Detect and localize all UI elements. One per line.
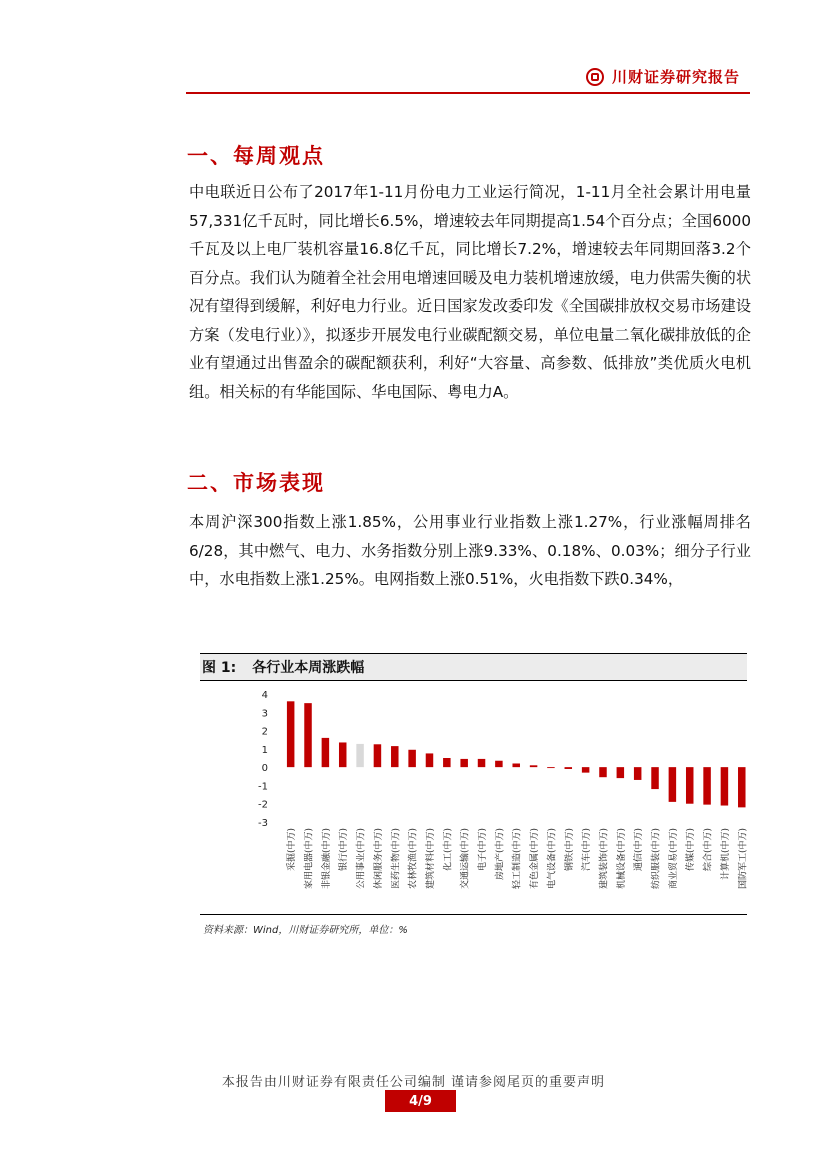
figure-header bbox=[200, 653, 747, 681]
bar bbox=[634, 767, 642, 780]
bar bbox=[530, 765, 538, 767]
bar bbox=[356, 744, 364, 767]
bar bbox=[339, 742, 347, 767]
bar bbox=[460, 759, 468, 767]
bar bbox=[738, 767, 746, 807]
bar bbox=[374, 744, 382, 767]
bar bbox=[495, 761, 503, 767]
bar bbox=[287, 701, 295, 767]
category-label: 建筑装饰(中万) bbox=[599, 828, 610, 890]
category-label: 汽车(中万) bbox=[582, 828, 593, 872]
bar bbox=[651, 767, 659, 789]
y-tick-label: -3 bbox=[258, 818, 268, 829]
header-rule bbox=[186, 92, 750, 94]
category-label: 纺织服装(中万) bbox=[651, 828, 662, 890]
category-label: 休闲服务(中万) bbox=[373, 828, 384, 890]
y-tick-label: 1 bbox=[261, 744, 268, 756]
bar bbox=[443, 758, 451, 767]
category-label: 电气设备(中万) bbox=[547, 828, 558, 890]
figure-label: 图 1: bbox=[202, 660, 237, 676]
category-label: 通信(中万) bbox=[634, 828, 645, 872]
category-label: 传媒(中万) bbox=[686, 828, 697, 872]
category-label: 计算机(中万) bbox=[720, 828, 731, 881]
bar bbox=[721, 767, 729, 805]
category-label: 机械设备(中万) bbox=[616, 828, 627, 890]
section1-body: 中电联近日公布了2017年1-11月份电力工业运行简况，1-11月全社会累计用电量57,331亿千瓦时，同比增长6.5%，增速较去年同期提高1.54个百分点；全国6000千瓦及以上电厂装机容量16.8亿千瓦，同比增长7.2%，增速较去年同期回落3.2个百分点。我们认为随着全社会用电增速回暖及电力装机增速放缓，电力供需失衡的状况有望得到缓解，利好电力行业。近日国家发改委印发《全国碳排放权交易市场建设方案（发电行业）》，拟逐步开展发电行业碳配额交易，单位电量二氧化碳排放低的企业有望通过出售盈余的碳配额获利，利好“大容量、高参数、低排放”类优质火电机组。相关标的有华能国际、华电国际、粤电力A。 bbox=[189, 183, 751, 401]
bar bbox=[304, 703, 312, 767]
bar bbox=[512, 763, 520, 767]
figure-title: 各行业本周涨跌幅 bbox=[252, 660, 365, 676]
bar bbox=[426, 753, 434, 767]
bar bbox=[408, 750, 416, 767]
y-tick-label: 0 bbox=[261, 763, 268, 775]
category-label: 国防军工(中万) bbox=[738, 828, 749, 890]
category-label: 轻工制造(中万) bbox=[512, 828, 523, 890]
page-number: 4/9 bbox=[385, 1090, 456, 1112]
footer-disclaimer: 本报告由川财证券有限责任公司编制 谨请参阅尾页的重要声明 bbox=[221, 1075, 606, 1090]
category-label: 非银金融(中万) bbox=[321, 828, 332, 890]
category-label: 房地产(中万) bbox=[495, 828, 506, 881]
brand-name: 川财证券研究报告 bbox=[612, 68, 741, 86]
figure-source: 资料来源：Wind，川财证券研究所，单位：% bbox=[203, 925, 408, 936]
industry-weekly-change-chart bbox=[200, 682, 747, 910]
bar bbox=[617, 767, 625, 778]
brand-logo-icon bbox=[586, 68, 604, 86]
y-tick-label: -2 bbox=[258, 799, 268, 811]
category-label: 钢铁(中万) bbox=[564, 828, 575, 872]
bar bbox=[547, 767, 555, 768]
category-label: 化工(中万) bbox=[443, 828, 454, 872]
category-label: 综合(中万) bbox=[703, 828, 714, 872]
category-label: 建筑材料(中万) bbox=[425, 828, 436, 890]
y-tick-label: -1 bbox=[258, 781, 268, 793]
category-label: 公用事业(中万) bbox=[356, 828, 367, 890]
bar bbox=[322, 738, 330, 767]
bar bbox=[703, 767, 711, 804]
y-tick-label: 4 bbox=[261, 690, 268, 701]
bar bbox=[686, 767, 694, 804]
section2-title: 二、市场表现 bbox=[187, 470, 325, 495]
y-tick-label: 2 bbox=[261, 726, 268, 738]
bar bbox=[565, 767, 573, 769]
bar bbox=[599, 767, 607, 777]
header-brand bbox=[586, 66, 740, 87]
y-tick-label: 3 bbox=[261, 708, 268, 720]
category-label: 电子(中万) bbox=[478, 828, 489, 872]
category-label: 农林牧渔(中万) bbox=[408, 828, 419, 890]
bar bbox=[478, 759, 486, 767]
category-label: 家用电器(中万) bbox=[304, 828, 315, 890]
figure-bottom-rule bbox=[200, 914, 747, 915]
category-label: 有色金属(中万) bbox=[530, 828, 541, 890]
category-label: 银行(中万) bbox=[339, 828, 350, 872]
bar bbox=[669, 767, 677, 802]
category-label: 采掘(中万) bbox=[287, 828, 298, 872]
bar bbox=[582, 767, 590, 772]
bar bbox=[391, 746, 399, 767]
category-label: 交通运输(中万) bbox=[460, 828, 471, 890]
category-label: 商业贸易(中万) bbox=[668, 828, 679, 890]
section1-title: 一、每周观点 bbox=[187, 143, 325, 168]
section2-body: 本周沪深300指数上涨1.85%，公用事业行业指数上涨1.27%，行业涨幅周排名6/28，其中燃气、电力、水务指数分别上涨9.33%、0.18%、0.03%；细分子行业中，水电指数上涨1.25%。电网指数上涨0.51%，火电指数下跌0.34%， bbox=[189, 513, 751, 588]
category-label: 医药生物(中万) bbox=[391, 828, 402, 890]
